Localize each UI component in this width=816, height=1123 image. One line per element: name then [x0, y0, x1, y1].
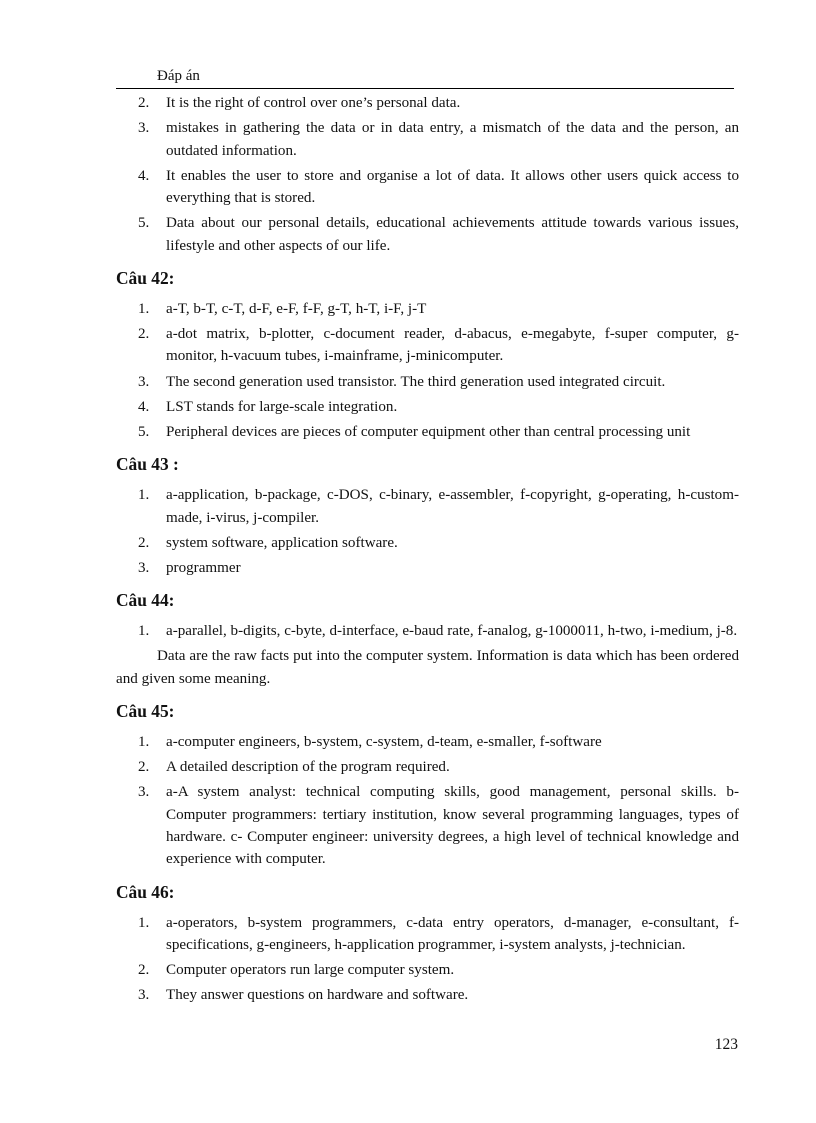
list-item — [116, 984, 739, 1006]
list-item — [116, 323, 739, 368]
item-text: Data about our personal details, educational achievements attitude towards various issues, lifestyle and other aspects of our life. — [166, 215, 739, 254]
item-text: LST stands for large-scale integration. — [166, 398, 398, 415]
item-text: Computer operators run large computer system. — [166, 962, 455, 979]
section-heading: Câu 45: — [116, 701, 175, 721]
list-item — [116, 165, 739, 210]
item-text: They answer questions on hardware and software. — [166, 987, 469, 1004]
item-number: 4. — [138, 398, 150, 415]
item-number: 2. — [138, 534, 150, 551]
item-number: 1. — [138, 734, 150, 750]
list-item — [116, 298, 739, 320]
item-text: a-A system analyst: technical computing skills, good management, personal skills. b-Computer programmers: tertiary institution, know several programming languages, types of hardware. c- Computer engineer: university degrees, a high level of technical knowledge and experience with computer. — [166, 784, 739, 868]
item-number: 5. — [138, 423, 150, 440]
item-text: mistakes in gathering the data or in data entry, a mismatch of the data and the person, an outdated information. — [166, 120, 739, 159]
top-answer-list — [116, 92, 739, 257]
header-rule — [116, 88, 734, 89]
item-text: Peripheral devices are pieces of computer equipment other than central processing unit — [166, 423, 691, 440]
section-heading: Câu 43 : — [116, 454, 179, 475]
running-header: Đáp án — [157, 68, 200, 84]
item-number: 3. — [138, 373, 150, 390]
list-item — [116, 959, 739, 981]
item-number: 1. — [138, 300, 150, 317]
answer-list — [116, 620, 739, 642]
item-number: 3. — [138, 987, 150, 1004]
list-item — [116, 532, 739, 554]
section-heading: Câu 44: — [116, 590, 175, 611]
item-number: 1. — [138, 914, 150, 931]
item-number: 1. — [138, 487, 150, 504]
item-number: 2. — [138, 962, 150, 979]
list-item — [116, 731, 739, 753]
list-item — [116, 92, 739, 114]
item-number: 3. — [138, 120, 150, 137]
item-text: It enables the user to store and organise a lot of data. It allows other users quick access to everything that is stored. — [166, 167, 739, 206]
content — [116, 92, 739, 1010]
section-heading: Câu 42: — [116, 267, 175, 288]
list-item — [116, 484, 739, 529]
item-text: system software, application software. — [166, 534, 398, 551]
list-item — [116, 396, 739, 418]
answer-list — [116, 484, 739, 579]
item-text: A detailed description of the program required. — [166, 759, 450, 776]
item-text: a-application, b-package, c-DOS, c-binary, e-assembler, f-copyright, g-operating, h-custom-made, i-virus, j-compiler. — [166, 487, 739, 526]
list-item — [116, 212, 739, 257]
item-text: programmer — [166, 559, 241, 576]
item-number: 1. — [138, 623, 150, 640]
item-number: 5. — [138, 215, 150, 232]
item-text: a-operators, b-system programmers, c-data entry operators, d-manager, e-consultant, f-specifications, g-engineers, h-application programmer, i-system analysts, j-technician. — [166, 914, 739, 954]
item-text: a-dot matrix, b-plotter, c-document reader, d-abacus, e-megabyte, f-super computer, g-monitor, h-vacuum tubes, i-mainframe, j-minicomputer. — [166, 326, 739, 365]
item-text: a-parallel, b-digits, c-byte, d-interface, e-baud rate, f-analog, g-1000011, h-two, i-medium, j-8. — [166, 623, 738, 640]
explanation-paragraph: Data are the raw facts put into the computer system. Information is data which has been ordered and given some meaning. — [116, 648, 739, 687]
item-number: 2. — [138, 95, 150, 111]
item-number: 2. — [138, 759, 150, 776]
page-number: 123 — [714, 1036, 738, 1053]
list-item — [116, 781, 739, 871]
item-number: 3. — [138, 559, 150, 576]
item-number: 3. — [138, 784, 150, 801]
list-item — [116, 620, 739, 642]
item-number: 4. — [138, 167, 150, 184]
list-item — [116, 756, 739, 778]
answer-list — [116, 731, 739, 871]
answer-list — [116, 298, 739, 443]
item-number: 2. — [138, 326, 150, 342]
section-heading: Câu 46: — [116, 881, 175, 902]
list-item — [116, 117, 739, 162]
item-text: It is the right of control over one’s personal data. — [166, 95, 461, 111]
list-item — [116, 912, 739, 957]
answer-list — [116, 912, 739, 1007]
list-item — [116, 421, 739, 443]
item-text: a-T, b-T, c-T, d-F, e-F, f-F, g-T, h-T, i-F, j-T — [166, 300, 427, 317]
list-item — [116, 371, 739, 393]
item-text: a-computer engineers, b-system, c-system, d-team, e-smaller, f-software — [166, 734, 602, 750]
item-text: The second generation used transistor. The third generation used integrated circuit. — [166, 373, 666, 390]
list-item — [116, 557, 739, 579]
